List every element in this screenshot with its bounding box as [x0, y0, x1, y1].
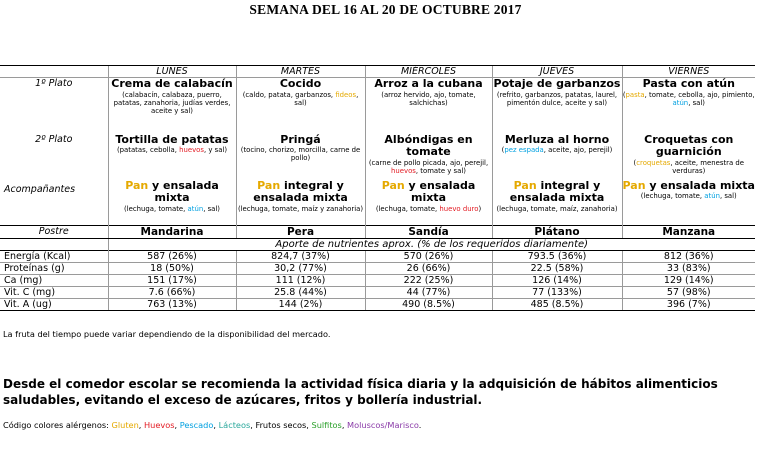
ingredient-text: , sal) — [203, 204, 220, 213]
side-dish-name — [623, 180, 756, 193]
segundo-plato-jueves — [492, 134, 622, 180]
allergen-ingredient: huevos — [391, 166, 416, 175]
side-dish-name — [109, 180, 236, 205]
ingredient-text: (lechuga, tomate, — [124, 204, 188, 213]
weekly-menu-table — [0, 65, 755, 311]
nutrient-label: Proteínas (g) — [0, 263, 108, 275]
side-dish-text: integral y ensalada mixta — [509, 178, 605, 204]
nutrient-value-miercoles: 490 (8.5%) — [365, 299, 492, 311]
nutrient-row — [0, 275, 755, 287]
nutrient-label: Energía (Kcal) — [0, 251, 108, 263]
legend-separator: , — [138, 420, 144, 430]
nutrient-value-miercoles: 570 (26%) — [365, 251, 492, 263]
row-label-postre: Postre — [0, 226, 108, 239]
postre-viernes: Manzana — [622, 226, 755, 239]
legend-item-moluscos: Moluscos/Marisco — [347, 420, 419, 430]
legend-item-lacteos: Lácteos — [218, 420, 251, 430]
ingredient-text: , tomate y sal) — [415, 166, 466, 175]
nutrient-value-jueves: 485 (8.5%) — [492, 299, 622, 311]
allergen-ingredient: pez espada — [504, 146, 544, 154]
ingredient-text: , aceite, ajo, perejil) — [543, 146, 613, 154]
dish-ingredients — [366, 91, 492, 108]
nutrient-value-martes: 25.8 (44%) — [236, 287, 365, 299]
nutrient-label: Vit. A (ug) — [0, 299, 108, 311]
nutrient-value-lunes: 7.6 (66%) — [108, 287, 236, 299]
side-dish-ingredients — [623, 192, 756, 200]
dish-ingredients — [366, 159, 492, 176]
nutrient-value-martes: 824,7 (37%) — [236, 251, 365, 263]
row-label-primer-plato: 1º Plato — [35, 78, 73, 89]
acompanantes-viernes — [622, 180, 755, 226]
allergen-ingredient: pasta — [625, 90, 645, 99]
ingredient-text: , sal) — [688, 98, 705, 107]
dish-name: Crema de calabacín — [111, 77, 233, 90]
day-header-jueves: JUEVES — [492, 66, 622, 78]
bread-allergen: Pan — [125, 178, 149, 192]
nutrient-row — [0, 263, 755, 275]
dish-name: Arroz a la cubana — [374, 77, 483, 90]
ingredient-text: ( — [622, 90, 626, 99]
row-acompanantes — [0, 180, 755, 226]
primer-plato-martes — [236, 78, 365, 134]
nutrient-value-jueves: 793.5 (36%) — [492, 251, 622, 263]
nutrient-value-viernes: 812 (36%) — [622, 251, 755, 263]
nutrient-label: Ca (mg) — [0, 275, 108, 287]
ingredient-text: , sal) — [719, 192, 737, 200]
ingredient-text: (patatas, cebolla, — [116, 146, 180, 154]
row-postre — [0, 226, 755, 239]
primer-plato-jueves — [492, 78, 622, 134]
nutrient-value-viernes: 396 (7%) — [622, 299, 755, 311]
ingredient-text: (refrito, garbanzos, patatas, laurel, pimentón dulce, aceite y sal) — [496, 90, 618, 107]
ingredient-text: (carne de pollo picada, ajo, perejil, — [368, 158, 489, 167]
legend-separator: , — [250, 420, 256, 430]
primer-plato-miercoles — [365, 78, 492, 134]
segundo-plato-martes — [236, 134, 365, 180]
dish-ingredients — [623, 159, 756, 176]
nutrient-value-miercoles: 222 (25%) — [365, 275, 492, 287]
nutrient-value-viernes: 129 (14%) — [622, 275, 755, 287]
side-dish-ingredients — [237, 205, 365, 213]
day-header-lunes: LUNES — [108, 66, 236, 78]
acompanantes-miercoles — [365, 180, 492, 226]
acompanantes-martes — [236, 180, 365, 226]
postre-lunes: Mandarina — [108, 226, 236, 239]
fruit-availability-note: La fruta del tiempo puede variar dependiendo de la disponibilidad del mercado. — [3, 329, 331, 339]
legend-item-pescado: Pescado — [179, 420, 214, 430]
nutrient-value-jueves: 126 (14%) — [492, 275, 622, 287]
postre-martes: Pera — [236, 226, 365, 239]
legend-item-sulfitos: Sulfitos — [311, 420, 342, 430]
dish-ingredients — [109, 146, 236, 154]
nutrients-section — [0, 251, 755, 311]
side-dish-text: y ensalada mixta — [645, 178, 755, 192]
dish-name: Tortilla de patatas — [115, 132, 229, 146]
nutrient-value-viernes: 33 (83%) — [622, 263, 755, 275]
ingredient-text: (tocino, chorizo, morcilla, carne de pollo) — [240, 146, 361, 163]
ingredient-text: , sal) — [294, 90, 359, 107]
nutrient-value-lunes: 587 (26%) — [108, 251, 236, 263]
dish-ingredients — [237, 146, 365, 163]
nutrient-row — [0, 251, 755, 263]
legend-item-frutos-secos: Frutos secos — [255, 420, 307, 430]
legend-prefix: Código colores alérgenos: — [3, 420, 112, 430]
side-dish-name — [493, 180, 622, 205]
side-dish-name — [237, 180, 365, 205]
nutrient-row — [0, 299, 755, 311]
day-header-martes: MARTES — [236, 66, 365, 78]
legend-separator: , — [213, 420, 219, 430]
dish-name: Pringá — [280, 132, 321, 146]
page-title: SEMANA DEL 16 AL 20 DE OCTUBRE 2017 — [249, 2, 522, 17]
dish-ingredients — [493, 91, 622, 108]
nutrient-value-martes: 111 (12%) — [236, 275, 365, 287]
nutrient-label: Vit. C (mg) — [0, 287, 108, 299]
postre-jueves: Plátano — [492, 226, 622, 239]
side-dish-ingredients — [493, 205, 622, 213]
legend-separator: , — [174, 420, 180, 430]
row-label-acompanantes: Acompañantes — [4, 183, 76, 195]
ingredient-text: (lechuga, tomate, — [375, 204, 440, 213]
segundo-plato-viernes — [622, 134, 755, 180]
ingredient-text: ( — [633, 158, 637, 167]
allergen-ingredient: atún — [187, 204, 204, 213]
ingredient-text: (calabacín, calabaza, puerro, patatas, zanahoria, judías verdes, aceite y sal) — [113, 90, 231, 116]
allergen-ingredient: huevo duro — [439, 204, 479, 213]
side-dish-text: y ensalada mixta — [148, 178, 219, 204]
dish-ingredients — [623, 91, 756, 108]
dish-ingredients — [109, 91, 236, 116]
nutrient-row — [0, 287, 755, 299]
dish-name: Pasta con atún — [642, 77, 735, 90]
segundo-plato-miercoles — [365, 134, 492, 180]
side-dish-name — [366, 180, 492, 205]
allergen-legend — [3, 420, 421, 430]
dish-name: Potaje de garbanzos — [493, 77, 621, 90]
recommendation-text: Desde el comedor escolar se recomienda la actividad física diaria y la adquisición de hábitos alimenticios saludables, evitando el exceso de azúcares, fritos y bollería industrial. — [3, 377, 718, 407]
day-header-miercoles: MIÉRCOLES — [365, 66, 492, 78]
legend-item-gluten: Gluten — [111, 420, 139, 430]
acompanantes-lunes — [108, 180, 236, 226]
dish-ingredients — [237, 91, 365, 108]
bread-allergen: Pan — [381, 178, 405, 192]
row-primer-plato — [0, 78, 755, 134]
nutrient-value-miercoles: 26 (66%) — [365, 263, 492, 275]
side-dish-ingredients — [109, 205, 236, 213]
dish-name: Cocido — [279, 77, 322, 90]
primer-plato-lunes — [108, 78, 236, 134]
side-dish-text: y ensalada mixta — [404, 178, 476, 204]
nutrient-value-lunes: 151 (17%) — [108, 275, 236, 287]
segundo-plato-lunes — [108, 134, 236, 180]
dish-name: Croquetas con guarnición — [644, 132, 734, 158]
allergen-ingredient: croquetas — [636, 158, 671, 167]
dish-name: Albóndigas en tomate — [384, 132, 473, 158]
side-dish-text: integral y ensalada mixta — [253, 178, 348, 204]
corner-cell — [0, 66, 108, 78]
legend-separator: , — [341, 420, 348, 430]
bread-allergen: Pan — [622, 178, 646, 192]
ingredient-text: (lechuga, tomate, maíz, zanahoria) — [496, 204, 618, 213]
nutrient-value-jueves: 22.5 (58%) — [492, 263, 622, 275]
ingredient-text: (lechuga, tomate, — [640, 192, 705, 200]
dish-name: Merluza al horno — [504, 132, 610, 146]
side-dish-ingredients — [366, 205, 492, 213]
primer-plato-viernes — [622, 78, 755, 134]
bread-allergen: Pan — [513, 178, 537, 192]
row-segundo-plato — [0, 134, 755, 180]
postre-miercoles: Sandía — [365, 226, 492, 239]
ingredient-text: ( — [501, 146, 505, 154]
ingredient-text: , aceite, menestra de verduras) — [670, 158, 744, 175]
row-label-segundo-plato: 2º Plato — [35, 133, 73, 145]
acompanantes-jueves — [492, 180, 622, 226]
allergen-ingredient: fideos — [335, 90, 357, 99]
nutrient-header: Aporte de nutrientes aprox. (% de los requeridos diariamente) — [108, 239, 755, 251]
nutrient-value-martes: 144 (2%) — [236, 299, 365, 311]
nutrient-value-lunes: 18 (50%) — [108, 263, 236, 275]
legend-separator: . — [418, 420, 422, 430]
allergen-ingredient: atún — [672, 98, 689, 107]
ingredient-text: (arroz hervido, ajo, tomate, salchichas) — [381, 90, 476, 107]
ingredient-text: , tomate, cebolla, ajo, pimiento, — [644, 90, 755, 99]
legend-item-huevos: Huevos — [143, 420, 175, 430]
nutrient-value-lunes: 763 (13%) — [108, 299, 236, 311]
legend-separator: , — [306, 420, 312, 430]
nutrient-value-miercoles: 44 (77%) — [365, 287, 492, 299]
ingredient-text: , y sal) — [203, 146, 228, 154]
ingredient-text: (caldo, patata, garbanzos, — [242, 90, 336, 99]
ingredient-text: ) — [478, 204, 482, 213]
nutrient-value-jueves: 77 (133%) — [492, 287, 622, 299]
nutrient-value-martes: 30,2 (77%) — [236, 263, 365, 275]
bread-allergen: Pan — [257, 178, 281, 192]
nutrient-value-viernes: 57 (98%) — [622, 287, 755, 299]
dish-ingredients — [493, 146, 622, 154]
ingredient-text: (lechuga, tomate, maíz y zanahoria) — [237, 204, 364, 213]
allergen-ingredient: atún — [704, 192, 720, 200]
allergen-ingredient: huevos — [179, 146, 204, 154]
day-header-viernes: VIERNES — [622, 66, 755, 78]
